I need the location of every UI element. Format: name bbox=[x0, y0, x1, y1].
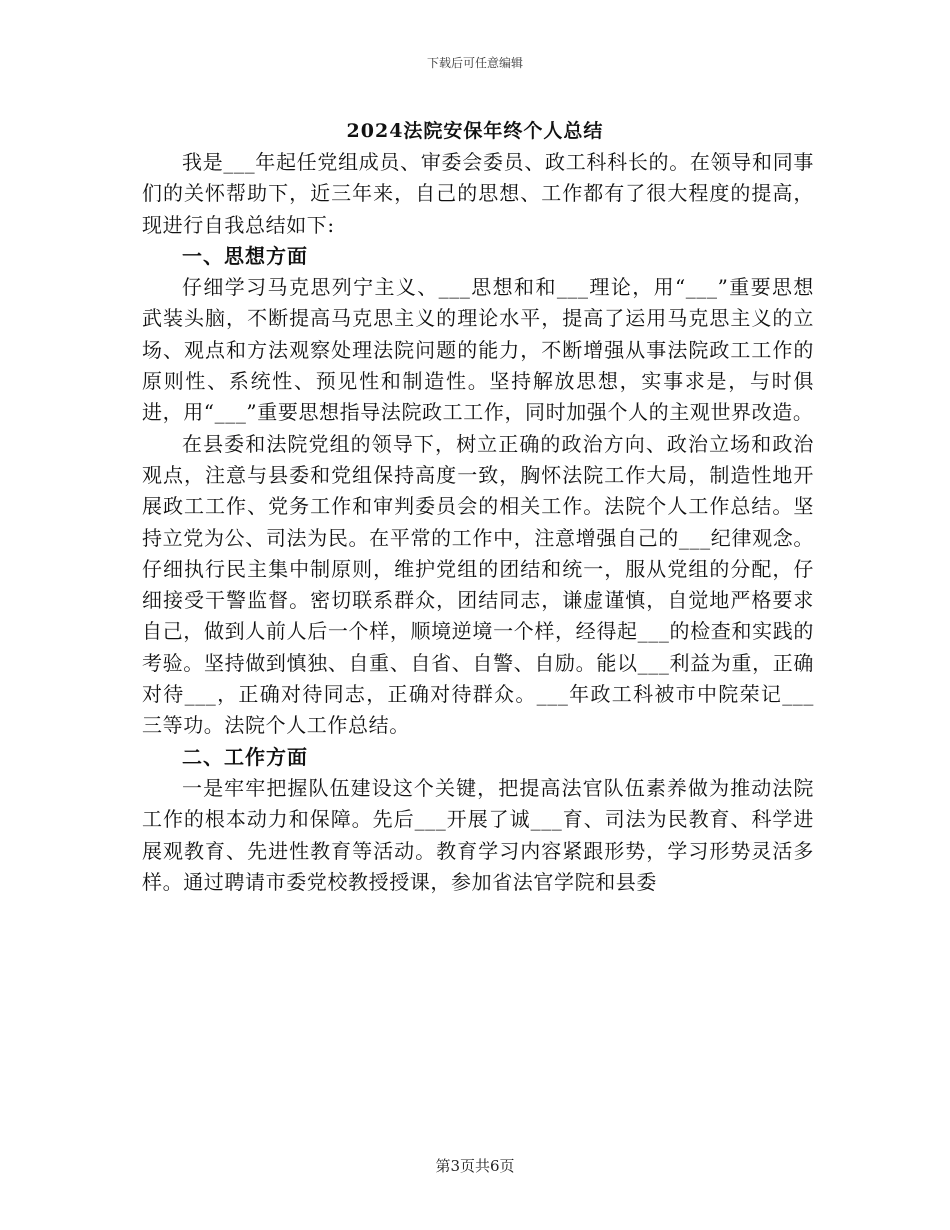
work-paragraph-1: 一是牢牢把握队伍建设这个关键，把提高法官队伍素养做为推动法院工作的根本动力和保障。先后___开展了诚___育、司法为民教育、科学进展观教育、先进性教育等活动。教育学习内容紧跟形势，学习形势灵活多样。通过聘请市委党校教授授课，参加省法官学院和县委 bbox=[142, 775, 814, 894]
thought-paragraph-1: 仔细学习马克思列宁主义、___思想和和___理论，用“___”重要思想武装头脑，不断提高马克思主义的理论水平，提高了运用马克思主义的立场、观点和方法观察处理法院问题的能力，不断增强从事法院政工工作的原则性、系统性、预见性和制造性。坚持解放思想，实事求是，与时俱进，用“___”重要思想指导法院政工工作，同时加强个人的主观世界改造。 bbox=[142, 275, 814, 425]
document-body bbox=[142, 147, 814, 898]
section-heading-work: 二、工作方面 bbox=[182, 744, 308, 769]
page-header-note: 下载后可任意编辑 bbox=[426, 56, 523, 70]
intro-paragraph: 我是___年起任党组成员、审委会委员、政工科科长的。在领导和同事们的关怀帮助下，近三年来，自己的思想、工作都有了很大程度的提高，现进行自我总结如下: bbox=[142, 150, 814, 237]
section-heading-thought: 一、思想方面 bbox=[182, 243, 308, 268]
thought-paragraph-2: 在县委和法院党组的领导下，树立正确的政治方向、政治立场和政治观点，注意与县委和党组保持高度一致，胸怀法院工作大局，制造性地开展政工工作、党务工作和审判委员会的相关工作。法院个人工作总结。坚持立党为公、司法为民。在平常的工作中，注意增强自己的___纪律观念。仔细执行民主集中制原则，维护党组的团结和统一，服从党组的分配，仔细接受干警监督。密切联系群众，团结同志，谦虚谨慎，自觉地严格要求自己，做到人前人后一个样，顺境逆境一个样，经得起___的检查和实践的考验。坚持做到慎独、自重、自省、自警、自励。能以___利益为重，正确对待___，正确对待同志，正确对待群众。___年政工科被市中院荣记___三等功。法院个人工作总结。 bbox=[142, 431, 814, 738]
document-title: 2024法院安保年终个人总结 bbox=[346, 120, 604, 142]
page-number: 第3页共6页 bbox=[435, 1157, 515, 1175]
